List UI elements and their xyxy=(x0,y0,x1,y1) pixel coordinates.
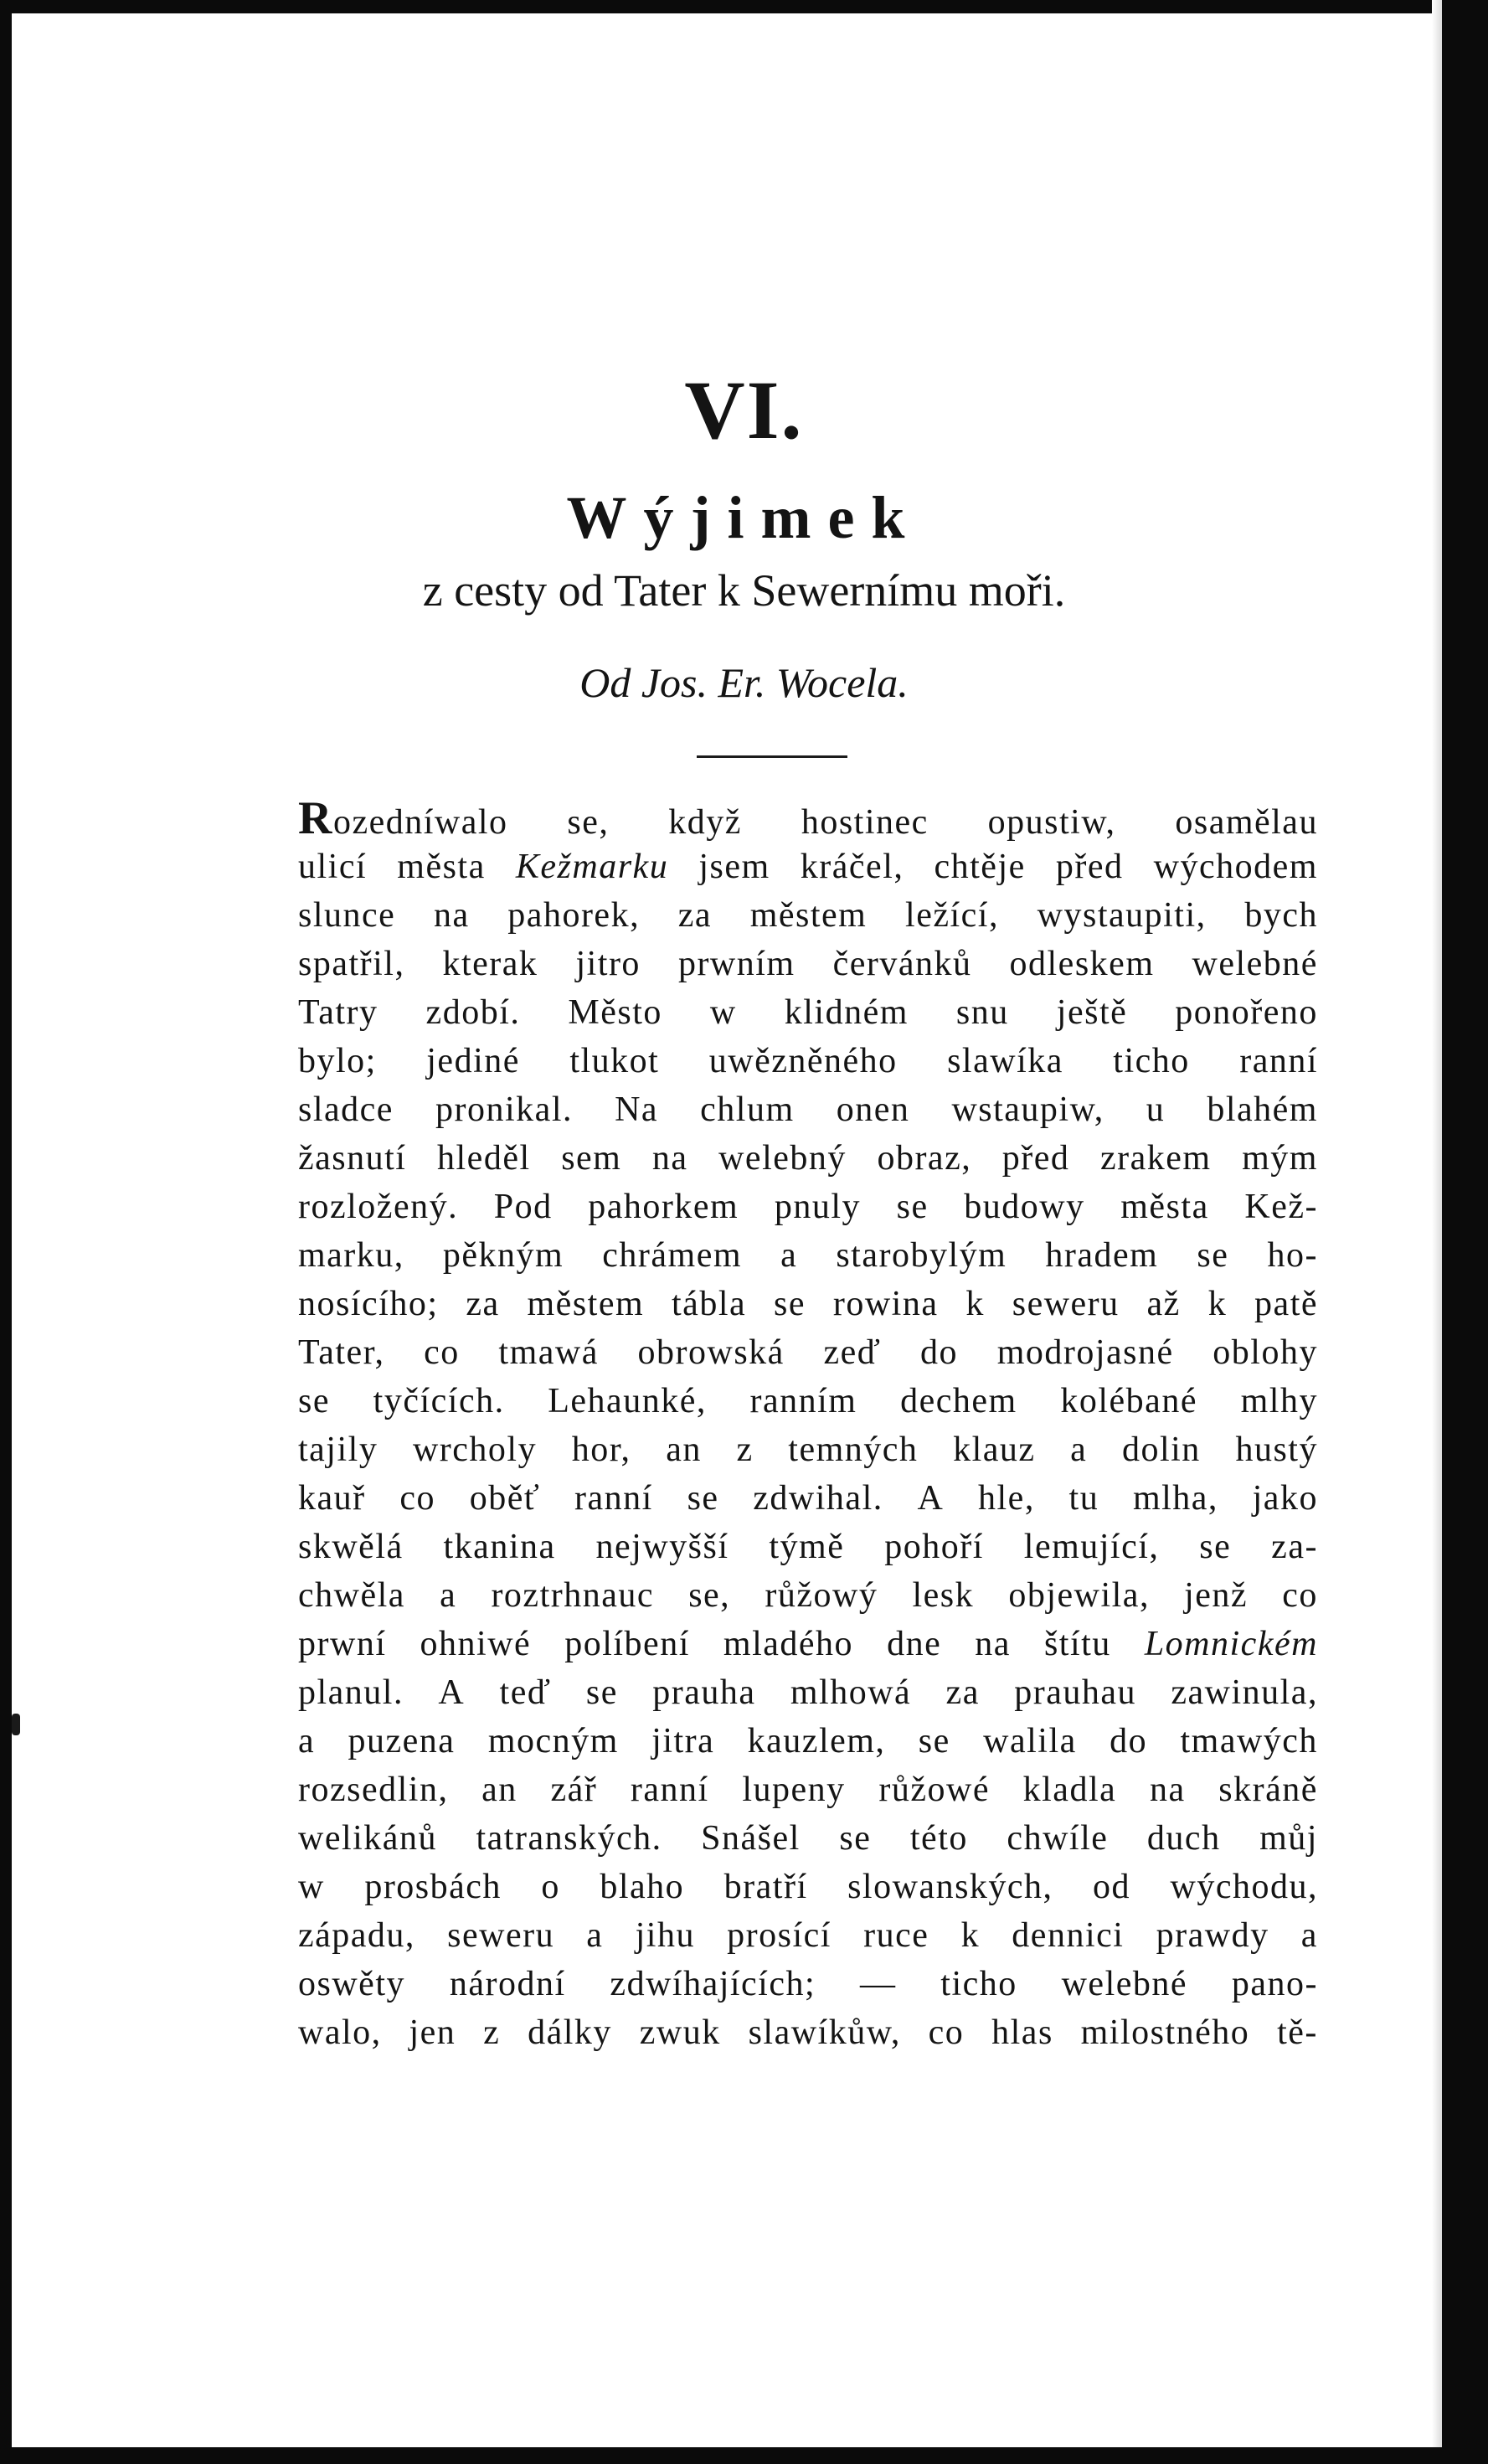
word: se xyxy=(918,1722,950,1760)
word: jitra xyxy=(651,1722,715,1760)
text-line xyxy=(298,1620,1318,1668)
word: osamělau xyxy=(1175,803,1318,842)
word: mlhowá xyxy=(790,1673,912,1712)
text-line xyxy=(298,1231,1318,1280)
italic-word: Lomnickém xyxy=(1144,1625,1318,1663)
word: w xyxy=(709,993,737,1032)
word: tu xyxy=(1068,1479,1099,1518)
word: kauzlem, xyxy=(747,1722,886,1760)
word: marku, xyxy=(298,1236,404,1275)
word: z xyxy=(483,2013,501,2052)
word: na xyxy=(975,1625,1011,1663)
word: a xyxy=(298,1722,316,1760)
word: a xyxy=(586,1916,604,1955)
word: rowina xyxy=(832,1285,939,1323)
word: tajily xyxy=(298,1430,378,1469)
word: skráně xyxy=(1218,1771,1318,1809)
word: mým xyxy=(1242,1139,1318,1178)
word: k xyxy=(960,1916,981,1955)
word: an xyxy=(666,1430,702,1469)
word: ranní xyxy=(1239,1042,1318,1080)
word: se xyxy=(839,1819,872,1858)
word: prosící xyxy=(727,1916,832,1955)
title-rule xyxy=(697,755,847,758)
text-line xyxy=(298,1183,1318,1231)
word: prwním xyxy=(677,945,795,983)
word: Město xyxy=(568,993,662,1032)
word: obrowská xyxy=(637,1333,785,1372)
word: hostinec xyxy=(801,803,929,842)
word: chlum xyxy=(700,1090,795,1129)
text-line xyxy=(298,1377,1318,1425)
word: se xyxy=(1197,1236,1229,1275)
word: z xyxy=(736,1430,754,1469)
word: ulicí xyxy=(298,848,368,886)
word: o xyxy=(541,1868,560,1906)
word: puzena xyxy=(348,1722,456,1760)
word: zrakem xyxy=(1099,1139,1212,1178)
word: žasnutí xyxy=(298,1139,407,1178)
word: Na xyxy=(615,1090,659,1129)
word: Pod xyxy=(493,1188,553,1226)
word: skwělá xyxy=(298,1528,404,1566)
word: zář xyxy=(550,1771,598,1809)
word: rozložený. xyxy=(298,1188,459,1226)
word: západu, xyxy=(298,1916,415,1955)
word: Tater, xyxy=(298,1333,385,1372)
italic-word: Kežmarku xyxy=(515,848,669,886)
word: milostného xyxy=(1080,2013,1250,2052)
word: seweru xyxy=(447,1916,555,1955)
word: welebný xyxy=(718,1139,847,1178)
chapter-author: Od Jos. Er. Wocela. xyxy=(579,659,909,706)
text-line xyxy=(298,1037,1318,1085)
word: walila xyxy=(983,1722,1077,1760)
word: tě- xyxy=(1277,2013,1318,2052)
word: wrcholy xyxy=(412,1430,538,1469)
text-line xyxy=(298,1085,1318,1134)
chapter-number: VI. xyxy=(684,363,804,456)
word: welikánů xyxy=(298,1819,437,1858)
word: na xyxy=(651,1139,688,1178)
word: welebné xyxy=(1192,945,1318,983)
word: an xyxy=(481,1771,517,1809)
word: zdobí. xyxy=(425,993,521,1032)
word: planul. xyxy=(298,1673,404,1712)
word: Snášel xyxy=(701,1819,801,1858)
word: mladého xyxy=(723,1625,854,1663)
word: a xyxy=(1070,1430,1088,1469)
word: města xyxy=(1120,1188,1209,1226)
word: tkanina xyxy=(443,1528,556,1566)
word: ticho xyxy=(940,1965,1017,2003)
word: jenž xyxy=(1184,1576,1249,1615)
word: před xyxy=(1001,1139,1070,1178)
word: růžowé xyxy=(878,1771,990,1809)
word: zwuk xyxy=(639,2013,721,2052)
text-line xyxy=(298,940,1318,988)
word: se xyxy=(298,1382,330,1420)
text-line xyxy=(298,891,1318,940)
word: jediné xyxy=(426,1042,520,1080)
text-line xyxy=(298,1668,1318,1717)
text-line xyxy=(298,1863,1318,1911)
word: chtěje xyxy=(934,848,1026,886)
word: odleskem xyxy=(1009,945,1155,983)
word: starobylým xyxy=(836,1236,1007,1275)
word: rozsedlin, xyxy=(298,1771,449,1809)
word: hleděl xyxy=(437,1139,531,1178)
word: w xyxy=(298,1868,325,1906)
word: chwíle xyxy=(1007,1819,1109,1858)
word: tmawá xyxy=(498,1333,599,1372)
word: zawinula, xyxy=(1171,1673,1318,1712)
word: walo, xyxy=(298,2013,382,2052)
word: mocným xyxy=(487,1722,619,1760)
word: jen xyxy=(409,2013,456,2052)
text-line xyxy=(298,1717,1318,1766)
word: sem xyxy=(561,1139,622,1178)
word: od xyxy=(1093,1868,1131,1906)
word: oběť xyxy=(469,1479,541,1518)
word: políbení xyxy=(564,1625,690,1663)
word: za xyxy=(677,896,713,935)
drop-cap: R xyxy=(298,792,333,844)
word: se, xyxy=(567,803,610,842)
chapter-subtitle: z cesty od Tater k Sewernímu moři. xyxy=(422,565,1066,616)
word: wýchodu, xyxy=(1170,1868,1318,1906)
word: uwězněného xyxy=(708,1042,898,1080)
text-line xyxy=(298,1474,1318,1523)
word: až xyxy=(1146,1285,1181,1323)
word: slawíka xyxy=(947,1042,1063,1080)
word: Tatry xyxy=(298,993,378,1032)
word: pahorek, xyxy=(507,896,641,935)
word: prosbách xyxy=(364,1868,502,1906)
word: blaho xyxy=(600,1868,685,1906)
word: wýchodem xyxy=(1153,848,1318,886)
text-line xyxy=(298,1134,1318,1183)
text-line xyxy=(298,1766,1318,1814)
word: hor, xyxy=(571,1430,631,1469)
word: prwní xyxy=(298,1625,387,1663)
word: pano- xyxy=(1231,1965,1318,2003)
word: červánků xyxy=(832,945,972,983)
word: růžowý xyxy=(765,1576,878,1615)
word: patě xyxy=(1254,1285,1318,1323)
word: oswěty xyxy=(298,1965,405,2003)
word: hlas xyxy=(991,2013,1053,2052)
word: se xyxy=(1199,1528,1232,1566)
word: tmawých xyxy=(1180,1722,1318,1760)
word: teď xyxy=(499,1673,552,1712)
word: tyčících. xyxy=(373,1382,505,1420)
word: klauz xyxy=(953,1430,1036,1469)
word: a xyxy=(780,1236,798,1275)
word: se xyxy=(774,1285,806,1323)
word: se xyxy=(687,1479,719,1518)
word: spatřil, xyxy=(298,945,405,983)
word: ticho xyxy=(1113,1042,1190,1080)
text-line xyxy=(298,1814,1318,1863)
word: za xyxy=(945,1673,980,1712)
word: kladla xyxy=(1022,1771,1117,1809)
word: blahém xyxy=(1207,1090,1318,1129)
word: této xyxy=(909,1819,968,1858)
margin-ink-blot xyxy=(12,1714,20,1735)
word: Rozedníwalo xyxy=(298,792,508,844)
word: pronikal. xyxy=(435,1090,573,1129)
word: Kež- xyxy=(1244,1188,1318,1226)
word: do xyxy=(1110,1722,1148,1760)
word: ležící, xyxy=(905,896,999,935)
word: a xyxy=(440,1576,457,1615)
word: — xyxy=(859,1965,897,2003)
word: snu xyxy=(955,993,1009,1032)
word: slunce xyxy=(298,896,396,935)
word: zdwihal. xyxy=(753,1479,883,1518)
word: objewila, xyxy=(1008,1576,1150,1615)
word: ho- xyxy=(1267,1236,1318,1275)
word: kauř xyxy=(298,1479,366,1518)
word: nosícího; xyxy=(298,1285,439,1323)
word: se xyxy=(585,1673,618,1712)
word: ranní xyxy=(630,1771,709,1809)
word: jsem xyxy=(698,848,770,886)
word: co xyxy=(424,1333,460,1372)
word: obraz, xyxy=(877,1139,972,1178)
word: u xyxy=(1146,1090,1166,1129)
word: mlha, xyxy=(1132,1479,1218,1518)
word: slowanských, xyxy=(847,1868,1053,1906)
word: se, xyxy=(688,1576,731,1615)
word: dechem xyxy=(900,1382,1017,1420)
text-line xyxy=(298,1523,1318,1571)
word: k xyxy=(965,1285,985,1323)
word: jitro xyxy=(575,945,641,983)
word: ruce xyxy=(863,1916,929,1955)
word: klidném xyxy=(784,993,909,1032)
word: roztrhnauc xyxy=(491,1576,655,1615)
word: welebné xyxy=(1061,1965,1188,2003)
word: lupeny xyxy=(742,1771,846,1809)
word: modrojasné xyxy=(996,1333,1174,1372)
word: nejwyšší xyxy=(595,1528,729,1566)
word: dennici xyxy=(1012,1916,1125,1955)
word: lemující, xyxy=(1023,1528,1160,1566)
word: sladce xyxy=(298,1090,394,1129)
word: kterak xyxy=(442,945,538,983)
word: tábla xyxy=(672,1285,747,1323)
word: prawdy xyxy=(1156,1916,1269,1955)
word: slawíkůw, xyxy=(748,2013,901,2052)
text-line xyxy=(298,1571,1318,1620)
word: pnuly xyxy=(774,1188,861,1226)
word: tlukot xyxy=(569,1042,660,1080)
word: chrámem xyxy=(602,1236,743,1275)
word: na xyxy=(1149,1771,1186,1809)
word: se xyxy=(896,1188,929,1226)
text-line xyxy=(298,1960,1318,2008)
text-line xyxy=(298,1280,1318,1328)
word: prauha xyxy=(652,1673,756,1712)
word: jako xyxy=(1252,1479,1318,1518)
word: A xyxy=(917,1479,945,1518)
word: bratří xyxy=(723,1868,808,1906)
word: dne xyxy=(887,1625,942,1663)
text-line xyxy=(298,794,1318,843)
word: hle, xyxy=(978,1479,1035,1518)
scan-border-bottom xyxy=(0,2447,1488,2464)
word: zdwíhajících; xyxy=(610,1965,816,2003)
word: co xyxy=(1282,1576,1318,1615)
scan-border-top xyxy=(0,0,1488,13)
word: A xyxy=(438,1673,466,1712)
chapter-title: Wýjimek xyxy=(566,484,922,551)
word: a xyxy=(1300,1916,1318,1955)
word: co xyxy=(399,1479,436,1518)
word: hradem xyxy=(1045,1236,1159,1275)
word: když xyxy=(668,803,742,842)
word: Lehaunké, xyxy=(548,1382,707,1420)
word: temných xyxy=(788,1430,919,1469)
word: kolébané xyxy=(1060,1382,1197,1420)
word: bych xyxy=(1244,896,1318,935)
word: můj xyxy=(1259,1819,1318,1858)
word: pohoří xyxy=(884,1528,984,1566)
word: seweru xyxy=(1012,1285,1120,1323)
word: duch xyxy=(1146,1819,1221,1858)
word: národní xyxy=(449,1965,566,2003)
word: oblohy xyxy=(1213,1333,1318,1372)
word: onen xyxy=(836,1090,910,1129)
word: chwěla xyxy=(298,1576,405,1615)
word: na xyxy=(433,896,470,935)
word: dolin xyxy=(1121,1430,1201,1469)
word: co xyxy=(928,2013,965,2052)
word: štítu xyxy=(1043,1625,1111,1663)
word: prauhau xyxy=(1014,1673,1136,1712)
word: ranní xyxy=(574,1479,653,1518)
word: budowy xyxy=(964,1188,1085,1226)
text-line xyxy=(298,843,1318,891)
word: kráčel, xyxy=(800,848,904,886)
body-text xyxy=(298,794,1318,2057)
word: městem xyxy=(527,1285,645,1323)
word: týmě xyxy=(769,1528,845,1566)
word: wystaupiti, xyxy=(1037,896,1207,935)
word: před xyxy=(1055,848,1124,886)
text-line xyxy=(298,1911,1318,1960)
word: mlhy xyxy=(1240,1382,1318,1420)
word: městem xyxy=(749,896,868,935)
word: wstaupiw, xyxy=(951,1090,1104,1129)
word: města xyxy=(397,848,486,886)
word: ponořeno xyxy=(1175,993,1318,1032)
word: k xyxy=(1207,1285,1228,1323)
word: za xyxy=(466,1285,500,1323)
word: pěkným xyxy=(442,1236,564,1275)
word: tatranských. xyxy=(476,1819,662,1858)
word: do xyxy=(920,1333,959,1372)
word: pahorkem xyxy=(588,1188,739,1226)
word: zeď xyxy=(823,1333,882,1372)
word: hustý xyxy=(1235,1430,1318,1469)
word: jihu xyxy=(635,1916,695,1955)
text-line xyxy=(298,988,1318,1037)
word: lesk xyxy=(912,1576,975,1615)
text-line xyxy=(298,2008,1318,2057)
text-line xyxy=(298,1328,1318,1377)
word: za- xyxy=(1271,1528,1318,1566)
word: ohniwé xyxy=(420,1625,532,1663)
word: dálky xyxy=(528,2013,612,2052)
word: ranním xyxy=(749,1382,857,1420)
word: ještě xyxy=(1056,993,1128,1032)
word: opustiw, xyxy=(987,803,1116,842)
text-line xyxy=(298,1425,1318,1474)
word: bylo; xyxy=(298,1042,377,1080)
